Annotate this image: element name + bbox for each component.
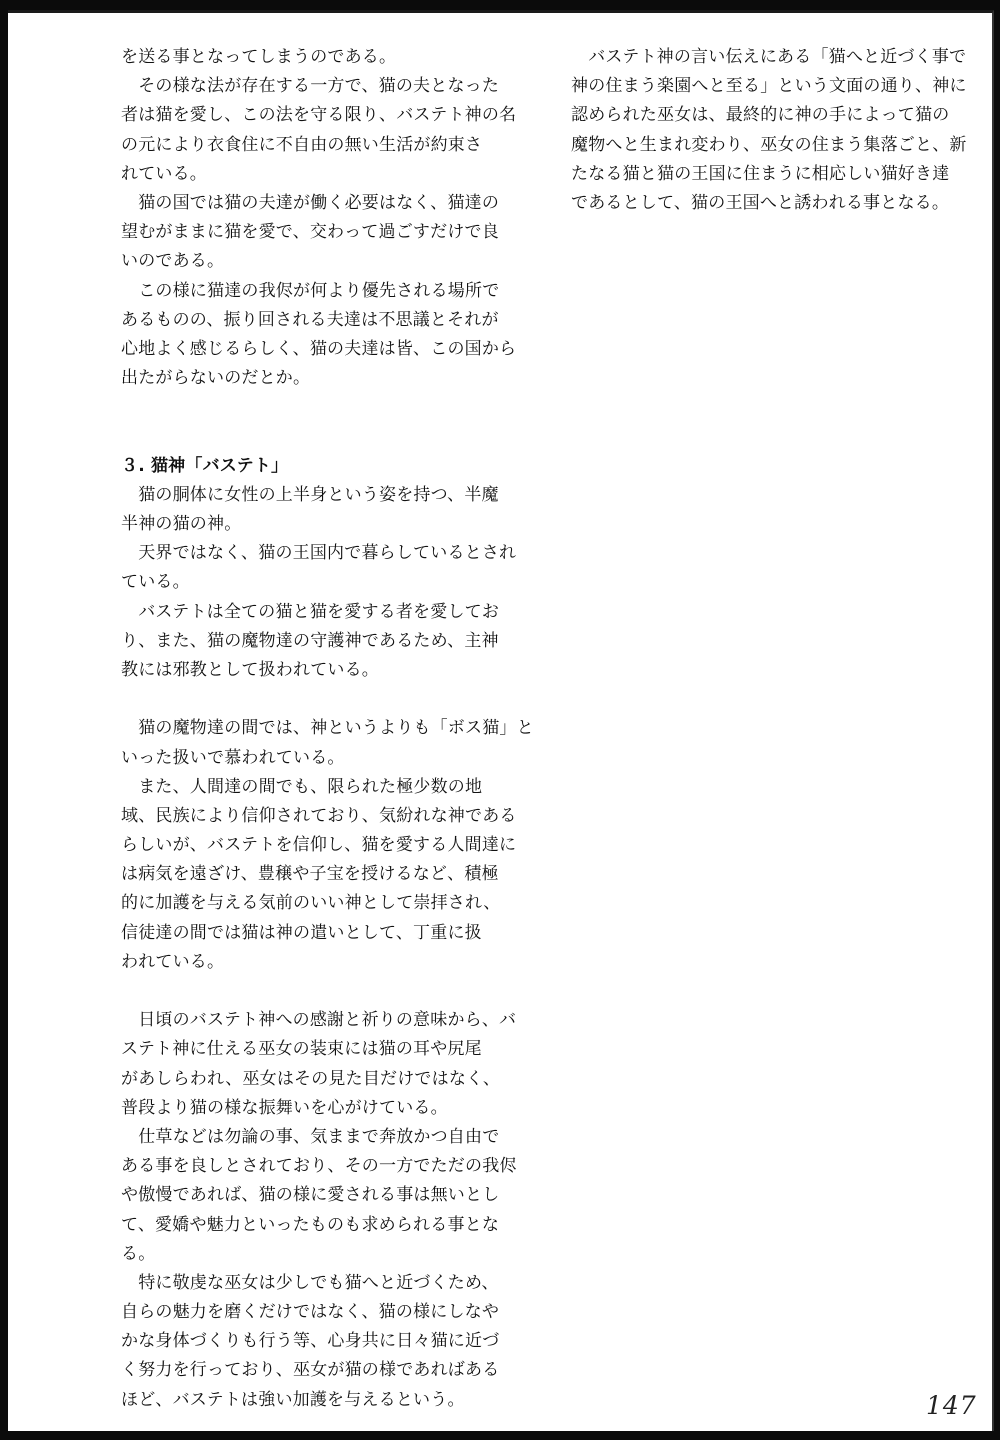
- text-line: 仕草などは勿論の事、気ままで奔放かつ自由で: [121, 1126, 500, 1147]
- text-line: 的に加護を与える気前のいい神として崇拝され、: [121, 893, 501, 914]
- text-line: れている。: [121, 163, 207, 184]
- text-line: われている。: [121, 951, 225, 972]
- blank-line: [121, 393, 529, 422]
- text-line: 神の住まう楽園へと至る」という文面の通り、神に: [571, 76, 967, 97]
- text-line: かな身体づくりも行う等、心身共に日々猫に近づ: [121, 1331, 500, 1352]
- text-line: 教には邪教として扱われている。: [121, 659, 379, 680]
- text-line: いのである。: [121, 251, 225, 272]
- page: [8, 10, 994, 1431]
- blank-line: [121, 685, 529, 714]
- text-line: 信徒達の間では猫は神の遣いとして、丁重に扱: [121, 922, 482, 943]
- text-line: 天界ではなく、猫の王国内で暮らしているとされ: [121, 543, 517, 564]
- page-number: 147: [926, 1391, 977, 1420]
- text-line: らしいが、バステトを信仰し、猫を愛する人間達に: [121, 835, 517, 856]
- text-line: この様に猫達の我侭が何より優先される場所で: [121, 280, 500, 301]
- text-line: 特に敬虔な巫女は少しでも猫へと近づくため、: [121, 1272, 499, 1293]
- text-line: 猫の国では猫の夫達が働く必要はなく、猫達の: [121, 192, 500, 213]
- text-line: また、人間達の間でも、限られた極少数の地: [121, 776, 483, 797]
- text-line: 日頃のバステト神への感謝と祈りの意味から、バ: [121, 1010, 517, 1031]
- text-line: 者は猫を愛し、この法を守る限り、バステト神の名: [121, 105, 517, 126]
- text-line: て、愛嬌や魅力といったものも求められる事とな: [121, 1214, 500, 1235]
- text-line: いった扱いで慕われている。: [121, 747, 345, 768]
- text-line: は病気を遠ざけ、豊穣や子宝を授けるなど、積極: [121, 864, 499, 885]
- text-line: 半神の猫の神。: [121, 514, 242, 534]
- blank-line: [121, 422, 529, 451]
- text-line: 自らの魅力を磨くだけではなく、猫の様にしなや: [121, 1302, 500, 1323]
- blank-line: [121, 977, 529, 1006]
- text-line: バステトは全ての猫と猫を愛する者を愛してお: [121, 601, 500, 622]
- text-line: く努力を行っており、巫女が猫の様であればある: [121, 1360, 500, 1381]
- text-line: ほど、バステトは強い加護を与えるという。: [121, 1389, 465, 1410]
- right-text-column: [571, 43, 983, 218]
- text-line: たなる猫と猫の王国に住まうに相応しい猫好き達: [571, 163, 950, 184]
- text-line: 猫の魔物達の間では、神というよりも「ボス猫」と: [121, 718, 534, 739]
- text-line: る。: [121, 1243, 156, 1264]
- text-line: バステト神の言い伝えにある「猫へと近づく事で: [571, 47, 967, 67]
- text-line: の元により衣食住に不自由の無い生活が約束さ: [121, 134, 483, 155]
- text-line: ステト神に仕える巫女の装束には猫の耳や尻尾: [121, 1039, 482, 1060]
- text-line: り、また、猫の魔物達の守護神であるため、主神: [121, 630, 499, 651]
- text-line: ている。: [121, 572, 190, 593]
- text-line: 魔物へと生まれ変わり、巫女の住まう集落ごと、新: [571, 134, 967, 155]
- text-line: ある事を良しとされており、その一方でただの我侭: [121, 1156, 517, 1177]
- text-line: 普段より猫の様な振舞いを心がけている。: [121, 1097, 448, 1118]
- text-line: や傲慢であれば、猫の様に愛される事は無いとし: [121, 1185, 500, 1206]
- text-line: を送る事となってしまうのである。: [121, 47, 397, 67]
- text-line: 認められた巫女は、最終的に神の手によって猫の: [571, 105, 950, 126]
- text-line: 域、民族により信仰されており、気紛れな神である: [121, 805, 517, 826]
- text-line: 猫の胴体に女性の上半身という姿を持つ、半魔: [121, 484, 499, 505]
- text-line: 心地よく感じるらしく、猫の夫達は皆、この国から: [121, 338, 517, 359]
- text-line: 出たがらないのだとか。: [121, 368, 311, 389]
- text-line: その様な法が存在する一方で、猫の夫となった: [121, 76, 500, 97]
- section-heading: ３. 猫神「バステト」: [121, 455, 289, 476]
- text-line: であるとして、猫の王国へと誘われる事となる。: [571, 192, 950, 213]
- text-line: あるものの、振り回される夫達は不思議とそれが: [121, 309, 499, 330]
- text-line: があしらわれ、巫女はその見た目だけではなく、: [121, 1068, 501, 1089]
- text-line: 望むがままに猫を愛で、交わって過ごすだけで良: [121, 222, 499, 243]
- left-text-column: [121, 43, 534, 1415]
